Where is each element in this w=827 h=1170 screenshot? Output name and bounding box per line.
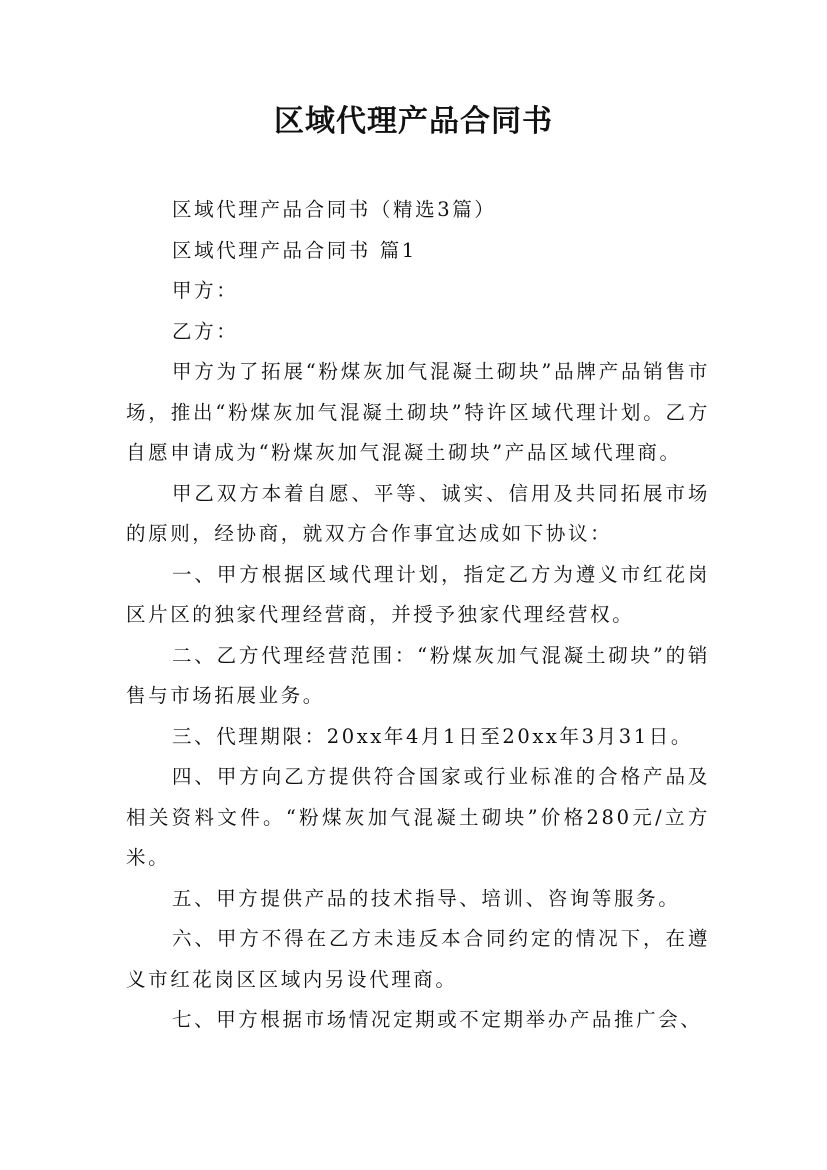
document-body xyxy=(126,190,710,1041)
paragraph-clause-3: 三、代理期限：20xx年4月1日至20xx年3月31日。 xyxy=(172,724,693,748)
paragraph-intro: 甲方为了拓展“粉煤灰加气混凝土砌块”品牌产品销售市场，推出“粉煤灰加气混凝土砌块”特许区域代理计划。乙方自愿申请成为“粉煤灰加气混凝土砌块”产品区域代理商。 xyxy=(126,360,710,464)
paragraph-principle: 甲乙双方本着自愿、平等、诚实、信用及共同拓展市场的原则，经协商，就双方合作事宜达成如下协议： xyxy=(126,481,710,545)
paragraph-clause-2: 二、乙方代理经营范围：“粉煤灰加气混凝土砌块”的销售与市场拓展业务。 xyxy=(126,643,710,707)
paragraph-clause-6: 六、甲方不得在乙方未违反本合同约定的情况下，在遵义市红花岗区区域内另设代理商。 xyxy=(126,927,710,991)
paragraph-party-b: 乙方： xyxy=(172,319,239,343)
paragraph-clause-1: 一、甲方根据区域代理计划，指定乙方为遵义市红花岗区片区的独家代理经营商，并授予独家代理经营权。 xyxy=(126,562,710,626)
document-title: 区域代理产品合同书 xyxy=(274,104,553,139)
paragraph-party-a: 甲方： xyxy=(172,279,239,302)
paragraph-heading-selection: 区域代理产品合同书（精选3篇） xyxy=(172,198,497,221)
paragraph-heading-part1: 区域代理产品合同书 篇1 xyxy=(172,238,417,262)
paragraph-clause-5: 五、甲方提供产品的技术指导、培训、咨询等服务。 xyxy=(172,886,681,910)
paragraph-clause-7: 七、甲方根据市场情况定期或不定期举办产品推广会、 xyxy=(172,1008,703,1031)
paragraph-clause-4: 四、甲方向乙方提供符合国家或行业标准的合格产品及相关资料文件。“粉煤灰加气混凝土砌块”价格280元/立方米。 xyxy=(126,765,710,869)
